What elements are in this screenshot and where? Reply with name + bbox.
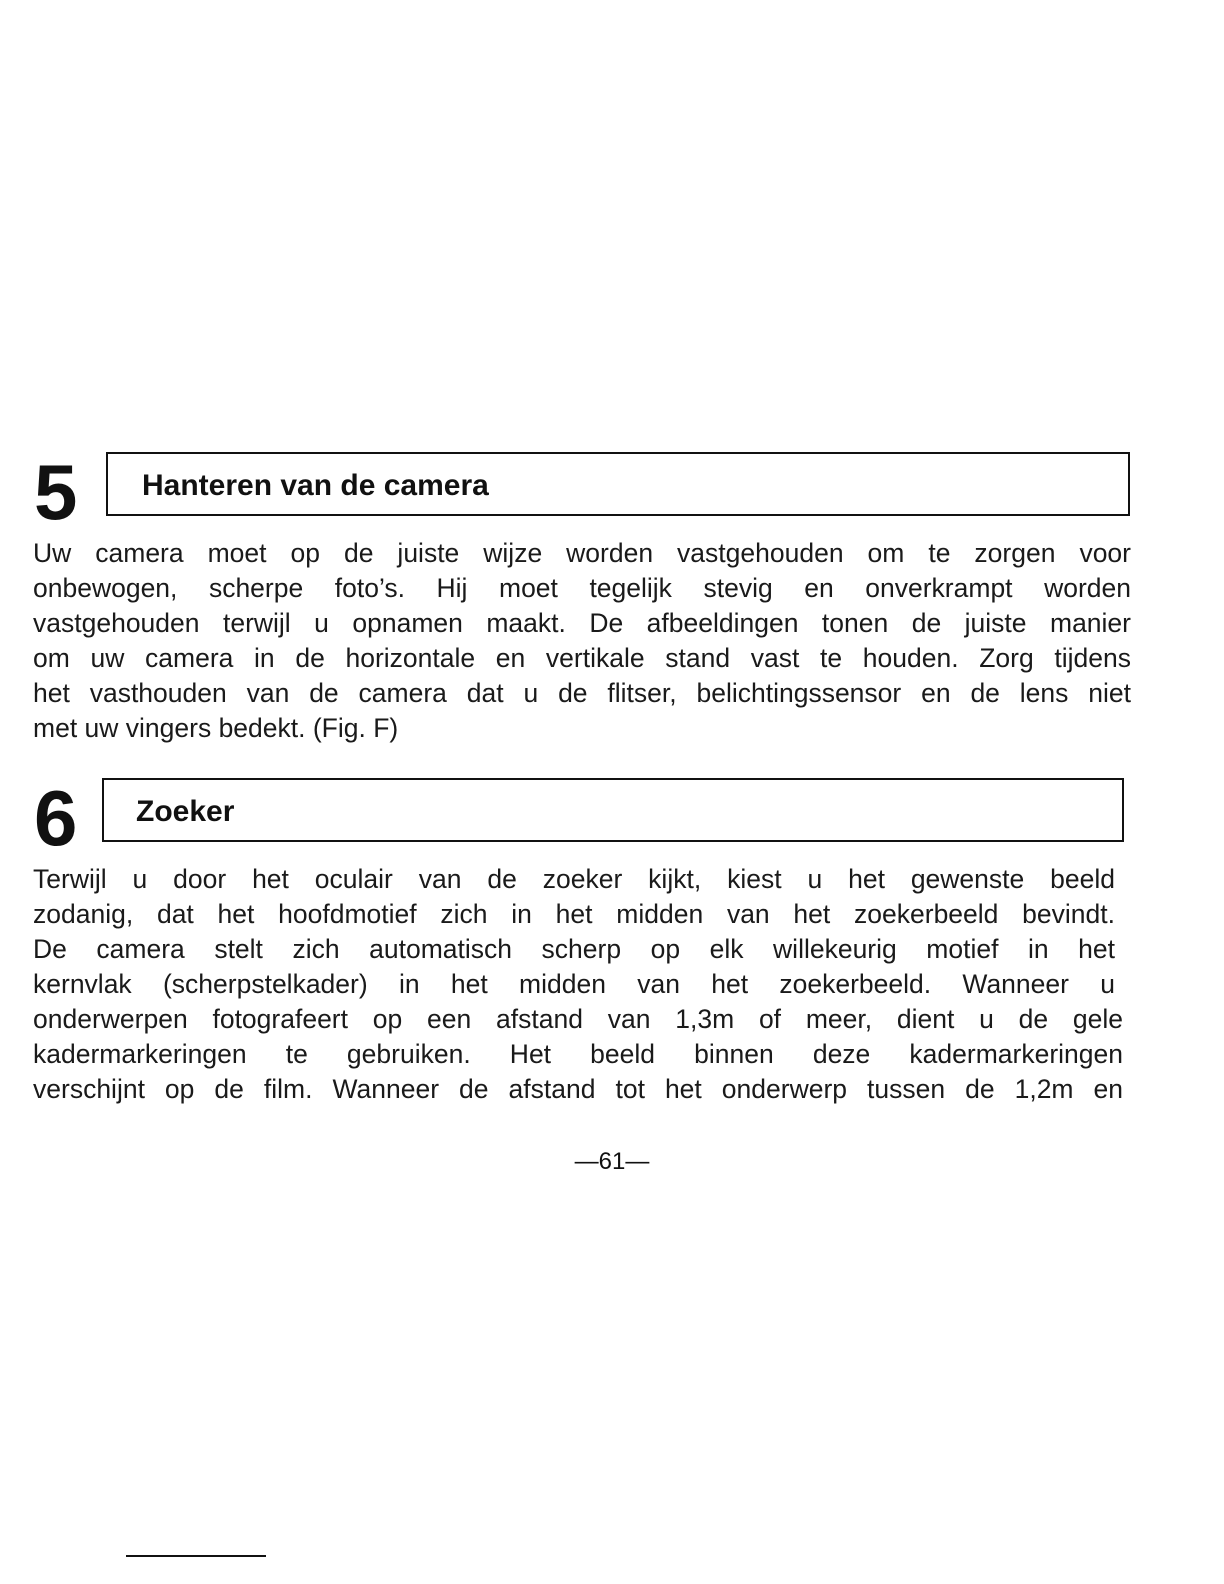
section-6-line-1: Terwijl u door het oculair van de zoeker kijkt, kiest u het gewenste beeld — [33, 864, 1115, 894]
section-6-header — [30, 774, 1124, 862]
section-6-title: Zoeker — [136, 795, 235, 828]
section-5-number: 5 — [34, 448, 78, 536]
section-5-line-4: om uw camera in de horizontale en vertikale stand vast te houden. Zorg tijdens — [33, 643, 1131, 673]
section-6-line-4: kernvlak (scherpstelkader) in het midden van het zoekerbeeld. Wanneer u — [33, 969, 1115, 999]
section-5-header — [30, 448, 1130, 536]
section-6-number: 6 — [34, 774, 78, 862]
footnote-rule — [126, 1555, 266, 1557]
section-6-line-2: zodanig, dat het hoofdmotief zich in het midden van het zoekerbeeld bevindt. — [33, 899, 1115, 929]
section-6-line-7: verschijnt op de film. Wanneer de afstand tot het onderwerp tussen de 1,2m en — [33, 1074, 1123, 1104]
section-6-title-box — [102, 778, 1124, 842]
section-6-line-3: De camera stelt zich automatisch scherp op elk willekeurig motief in het — [33, 934, 1115, 964]
section-5-line-5: het vasthouden van de camera dat u de flitser, belichtingssensor en de lens niet — [33, 678, 1131, 708]
section-5-line-3: vastgehouden terwijl u opnamen maakt. De afbeeldingen tonen de juiste manier — [33, 608, 1131, 638]
section-6-line-6: kadermarkeringen te gebruiken. Het beeld binnen deze kadermarkeringen — [33, 1039, 1123, 1069]
section-5-line-2: onbewogen, scherpe foto’s. Hij moet tegelijk stevig en onverkrampt worden — [33, 573, 1131, 603]
section-5-line-1: Uw camera moet op de juiste wijze worden vastgehouden om te zorgen voor — [33, 538, 1131, 568]
section-6-line-5: onderwerpen fotografeert op een afstand van 1,3m of meer, dient u de gele — [33, 1004, 1123, 1034]
section-5-line-6: met uw vingers bedekt. (Fig. F) — [33, 713, 399, 743]
section-5-title: Hanteren van de camera — [142, 469, 489, 502]
section-5-title-box — [106, 452, 1130, 516]
page-number: —61— — [574, 1148, 650, 1175]
